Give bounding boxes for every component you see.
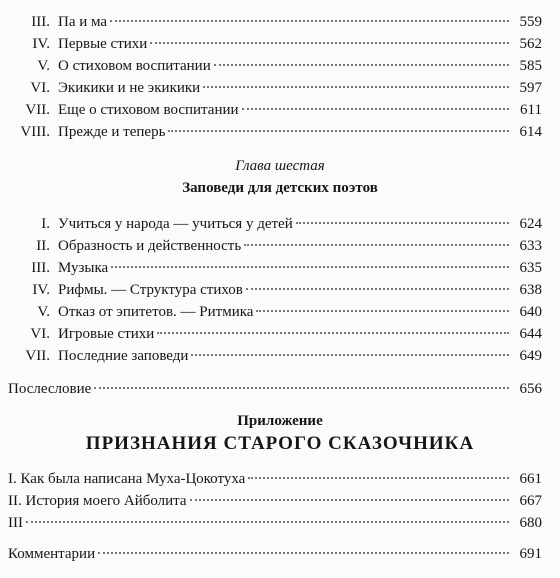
- leader-dots: [168, 130, 509, 132]
- toc-entry: [8, 468, 542, 490]
- leader-dots: [203, 86, 509, 88]
- toc-entry-afterword: [8, 378, 542, 400]
- toc-entry: [0, 323, 542, 345]
- entry-title: Учиться у народа — учиться у детей: [58, 216, 293, 232]
- toc-entry: [0, 11, 542, 33]
- toc-entry: [0, 345, 542, 367]
- toc-entry: [0, 55, 542, 77]
- toc-entry: [0, 279, 542, 301]
- entry-page: 640: [519, 304, 542, 320]
- entry-page: 562: [519, 36, 542, 52]
- entry-number: IV.: [32, 36, 50, 52]
- chapter-title: Заповеди для детских поэтов: [182, 180, 378, 196]
- entry-page: 649: [519, 348, 542, 364]
- entry-title: Музыка: [58, 260, 109, 276]
- entry-title: Еще о стиховом воспитании: [58, 102, 239, 118]
- toc-entry: [0, 99, 542, 121]
- entry-title: Игровые стихи: [58, 326, 155, 342]
- toc-entry: [0, 77, 542, 99]
- entry-number: II.: [36, 238, 50, 254]
- entry-title: I. Как была написана Муха-Цокотуха: [8, 471, 246, 487]
- toc-entry: [0, 235, 542, 257]
- appendix-title: ПРИЗНАНИЯ СТАРОГО СКАЗОЧНИКА: [85, 433, 475, 454]
- toc-entry: [0, 33, 542, 55]
- entry-number: VII.: [25, 102, 50, 118]
- entry-page: 656: [519, 381, 542, 397]
- entry-title: Экикики и не экикики: [58, 80, 201, 96]
- entry-title: Отказ от эпитетов. — Ритмика: [58, 304, 254, 320]
- entry-number: IV.: [32, 282, 50, 298]
- entry-page: 680: [519, 515, 542, 531]
- entry-page: 635: [519, 260, 542, 276]
- entry-title: Па и ма: [58, 14, 108, 30]
- entry-title: О стиховом воспитании: [58, 58, 211, 74]
- entry-page: 638: [519, 282, 542, 298]
- entry-page: 667: [519, 493, 542, 509]
- leader-dots: [214, 64, 509, 66]
- entry-page: 661: [519, 471, 542, 487]
- entry-title: Рифмы. — Структура стихов: [58, 282, 243, 298]
- toc-entry: [0, 213, 542, 235]
- entry-number: III.: [31, 260, 50, 276]
- chapter-label: Глава шестая: [235, 158, 325, 174]
- entry-page: 611: [520, 102, 542, 118]
- entry-page: 597: [519, 80, 542, 96]
- entry-number: VI.: [30, 326, 50, 342]
- toc-entry: [0, 257, 542, 279]
- entry-page: 633: [519, 238, 542, 254]
- entry-title: Первые стихи: [58, 36, 148, 52]
- entry-page: 691: [519, 546, 542, 562]
- entry-title: Последние заповеди: [58, 348, 189, 364]
- entry-number: V.: [37, 304, 50, 320]
- entry-number: III.: [31, 14, 50, 30]
- appendix-label: Приложение: [237, 413, 323, 429]
- entry-title: Послесловие: [8, 381, 92, 397]
- entry-number: VI.: [30, 80, 50, 96]
- leader-dots: [242, 108, 509, 110]
- leader-dots: [150, 42, 509, 44]
- toc-entry: [8, 512, 542, 534]
- entry-number: I.: [41, 216, 50, 232]
- leader-dots: [191, 354, 509, 356]
- leader-dots: [157, 332, 509, 334]
- leader-dots: [244, 244, 509, 246]
- leader-dots: [296, 222, 509, 224]
- entry-page: 559: [519, 14, 542, 30]
- toc-entry: [8, 490, 542, 512]
- entry-title: Прежде и теперь: [58, 124, 166, 140]
- entry-title: Образность и действенность: [58, 238, 242, 254]
- entry-number: VIII.: [20, 124, 50, 140]
- leader-dots: [111, 266, 509, 268]
- leader-dots: [26, 521, 509, 523]
- toc-entry: [0, 121, 542, 143]
- entry-number: V.: [37, 58, 50, 74]
- toc-entry: [0, 301, 542, 323]
- entry-page: 585: [519, 58, 542, 74]
- entry-title: Комментарии: [8, 546, 96, 562]
- leader-dots: [98, 552, 509, 554]
- leader-dots: [256, 310, 509, 312]
- entry-title: II. История моего Айболита: [8, 493, 187, 509]
- entry-page: 614: [519, 124, 542, 140]
- leader-dots: [190, 499, 509, 501]
- entry-number: VII.: [25, 348, 50, 364]
- toc-entry-comments: [8, 543, 542, 565]
- entry-page: 644: [519, 326, 542, 342]
- leader-dots: [94, 387, 509, 389]
- entry-page: 624: [519, 216, 542, 232]
- entry-title: III: [8, 515, 23, 531]
- leader-dots: [248, 477, 509, 479]
- leader-dots: [110, 20, 509, 22]
- leader-dots: [246, 288, 509, 290]
